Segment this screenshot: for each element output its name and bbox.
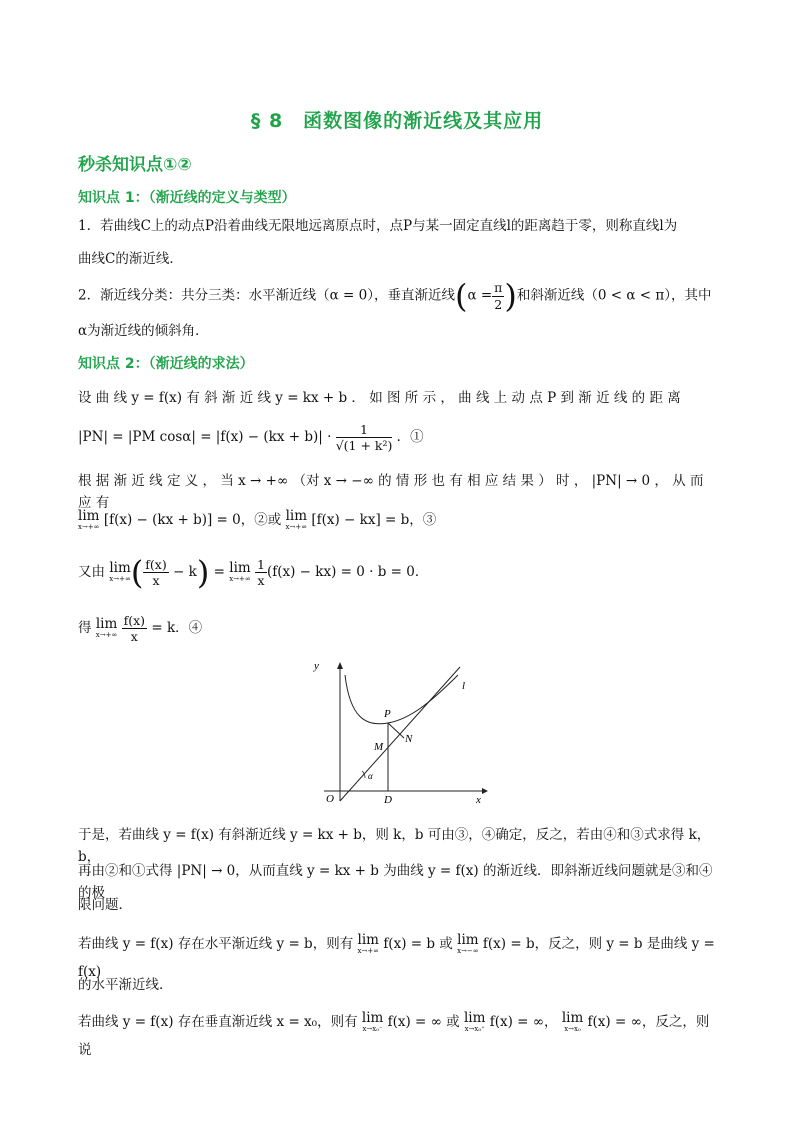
eq3-tail: (f(x) − kx) = 0 · b = 0． <box>266 564 429 580</box>
eq4-prefix: 得 <box>78 620 92 636</box>
eq3-mid: − k <box>173 564 197 580</box>
vertical-asymptote-line1 <box>78 1008 718 1064</box>
knowledge-point-2-heading: 知识点 2：（渐近线的求法） <box>78 356 254 372</box>
point-m-label: M <box>374 741 384 753</box>
knowledge-point-1-heading: 知识点 1：（渐近线的定义与类型） <box>78 190 296 206</box>
eq2-part-b: [f(x) − kx] = b，③ <box>311 512 437 528</box>
lim-operator: lim x→+∞ <box>78 507 100 532</box>
lim-operator: lim x→−∞ <box>457 931 479 956</box>
kp2-line1: 设 曲 线 y = f(x) 有 斜 渐 近 线 y = kx + b ． 如 图 所 示 ， 曲 线 上 动 点 P 到 渐 近 线 的 距 离 <box>78 390 681 406</box>
eq2-part-a: [f(x) − (kx + b)] = 0，②或 <box>103 512 282 528</box>
kp1-item2-line1: 2．渐近线分类：共分三类：水平渐近线（α = 0），垂直渐近线(α = $\frac{\pi}{2}$ )和斜渐近线（0 < α < π），其中 <box>78 277 712 315</box>
lim-operator: lim x→+∞ <box>95 615 118 640</box>
origin-label: O <box>326 793 334 803</box>
x-axis-label: x <box>476 794 481 803</box>
after-line1: 于是，若曲线 y = f(x) 有斜渐近线 y = kx + b，则 k，b 可由③，④确定，反之，若由④和③式求得 k，b， <box>78 827 711 865</box>
h-text-b: f(x) = b 或 <box>383 936 453 952</box>
pi-over-2-fraction: $\frac{\pi}{2}$ <box>494 280 503 312</box>
v-text-b: f(x) = ∞ 或 <box>387 1014 460 1030</box>
curve-c <box>345 675 458 724</box>
lim-operator: lim x→+∞ <box>285 507 308 532</box>
point-p-label: P <box>384 708 391 720</box>
v-text-a: 若曲线 y = f(x) 存在垂直渐近线 x = x₀，则有 <box>78 1014 358 1030</box>
kp2-eq1 <box>78 422 718 452</box>
h-text-c: f(x) = b，反之，则 y = b 是曲线 y = f(x) <box>78 936 715 980</box>
kp1-item1-line1: 1．若曲线C上的动点P沿着曲线无限地远离原点时，点P与某一固定直线l的距离趋于零，则称直线l为 <box>78 218 678 234</box>
y-axis-label: y <box>314 660 319 672</box>
kp1-item2-text-b: 和斜渐近线（0 < α < π），其中 <box>516 287 712 304</box>
eq1-tail: ．① <box>396 429 424 445</box>
eq3-fx-over-x: $\frac{f(x)}{x}$ <box>145 556 167 588</box>
after-line2: 再由②和①式得 |PN| → 0，从而直线 y = kx + b 为曲线 y = f(x) 的渐近线．即斜渐近线问题就是③和④的极 <box>78 863 713 901</box>
kp1-item2-frac-left: α = <box>467 287 493 304</box>
kp2-eq2 <box>78 506 718 534</box>
point-d-label: D <box>384 794 392 803</box>
v-text-d: f(x) = ∞，反之，则说 <box>78 1014 710 1058</box>
h-text-a: 若曲线 y = f(x) 存在水平渐近线 y = b，则有 <box>78 936 354 952</box>
eq3-prefix: 又由 <box>78 564 105 580</box>
eq4-tail: = k．④ <box>151 620 203 636</box>
kp1-item2-line2: α为渐近线的倾斜角． <box>78 323 209 339</box>
section-heading: 秒杀知识点①② <box>78 155 192 175</box>
y-axis-arrow <box>337 662 343 669</box>
asymptote-figure <box>310 655 490 803</box>
kp2-line3: 根 据 渐 近 线 定 义 ， 当 x → +∞ （对 x → −∞ 的 情 形 也 有 相 应 结 果 ） 时 ， |PN| → 0 ， 从 而 应 有 <box>78 473 704 511</box>
lim-operator: lim x→x₀⁺ <box>463 1009 486 1034</box>
eq1-left: |PN| = |PM cosα| = |f(x) − (kx + b)| · <box>78 429 332 445</box>
x-axis-arrow <box>482 788 488 794</box>
eq3-equals: = <box>213 564 225 580</box>
after-line3: 限问题． <box>78 897 132 913</box>
lim-operator: lim x→+∞ <box>357 931 380 956</box>
segment-pn <box>388 723 404 738</box>
horizontal-asymptote-line2: 的水平渐近线． <box>78 977 173 993</box>
point-n-label: N <box>405 733 413 745</box>
v-text-c: f(x) = ∞， <box>489 1014 558 1030</box>
page-title: § 8 函数图像的渐近线及其应用 <box>250 110 544 132</box>
alpha-label: α <box>368 771 373 781</box>
line-l-label: l <box>462 680 466 692</box>
eq1-fraction: $\frac{1}{\text{√(1 + k²)}}$ <box>335 421 393 453</box>
lim-operator: lim x→x₀ <box>561 1009 584 1034</box>
lim-operator: lim x→+∞ <box>109 559 131 584</box>
kp2-eq3: 又由 lim x→+∞ ( $\frac{f(x)}{x}$ − k) = lim x→+∞ $\frac{1}{x}$ (f(x) − kx) = 0 · b = 0． <box>78 553 429 592</box>
eq3-one-over-x: $\frac{1}{x}$ <box>257 556 265 588</box>
kp2-eq4 <box>78 608 718 648</box>
kp1-item2-text-a: 2．渐近线分类：共分三类：水平渐近线（α = 0），垂直渐近线 <box>78 287 455 304</box>
lim-operator: lim x→x₀⁻ <box>361 1009 384 1034</box>
eq4-fraction: $\frac{f(x)}{x}$ <box>123 612 146 644</box>
lim-operator: lim x→+∞ <box>229 559 251 584</box>
kp1-item1-line2: 曲线C的渐近线． <box>78 251 183 267</box>
